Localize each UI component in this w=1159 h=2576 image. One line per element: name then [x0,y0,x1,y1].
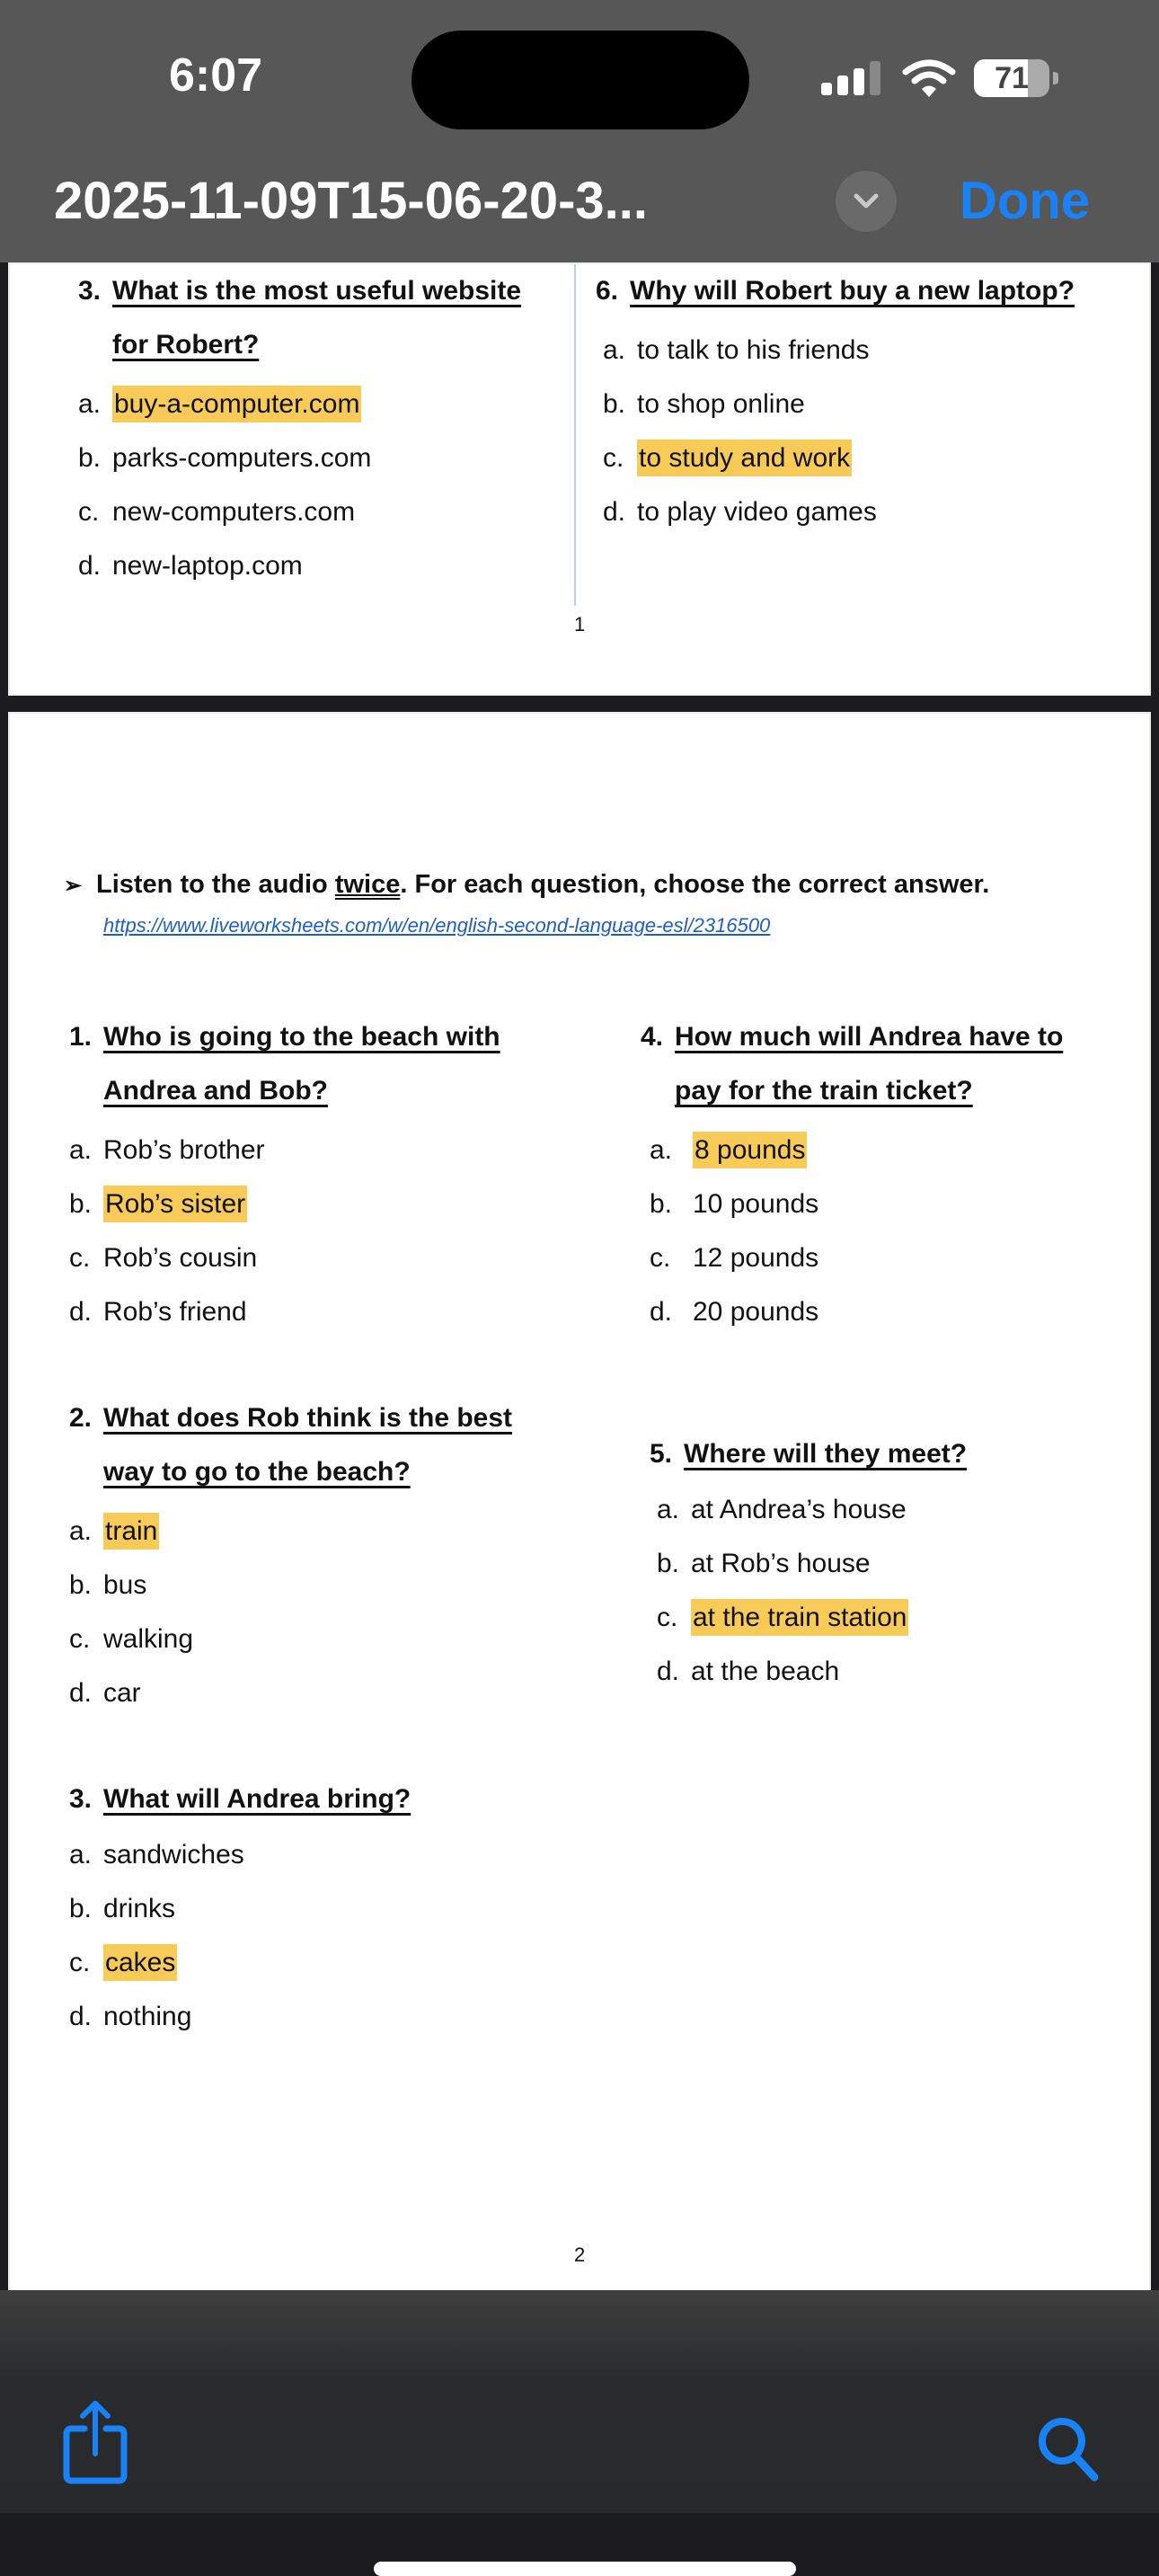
option-letter: a. [69,1135,93,1165]
option-letter: c. [603,443,624,473]
option-text: Rob’s brother [103,1135,265,1165]
option-a [69,1124,265,1177]
bottom-toolbar [0,2290,1159,2513]
option-text: parks-computers.com [112,443,372,473]
option-text-highlighted: Rob’s sister [103,1186,247,1222]
question-3 [69,1772,572,1826]
question-3-page1 [78,264,563,372]
option-letter: c. [69,1948,91,1977]
instructions [64,866,1106,904]
option-text: car [103,1678,141,1708]
question-4 [641,1010,1135,1118]
column-divider [574,264,576,606]
option-d [650,1285,818,1339]
option-letter: c. [657,1603,678,1632]
dynamic-island [411,31,749,129]
battery-percent: 71 [995,61,1029,95]
option-letter: d. [69,1297,93,1327]
option-text: new-computers.com [112,497,356,527]
option-text: new-laptop.com [112,551,303,581]
share-icon[interactable] [59,2398,131,2488]
option-letter: d. [657,1657,680,1686]
option-b [603,378,805,431]
option-a [657,1483,907,1537]
option-d [603,485,877,539]
option-b [69,1559,146,1612]
question-text: Why will Robert buy a new laptop? [630,276,1075,306]
option-letter: d. [650,1297,673,1327]
option-letter: b. [69,1570,93,1600]
option-text: to shop online [637,389,805,419]
question-number: 4. [641,1022,664,1052]
option-b [650,1177,818,1231]
question-6-page1 [596,264,1135,318]
option-text: at the beach [691,1657,840,1686]
option-d [657,1645,839,1699]
option-text: nothing [103,2002,192,2031]
option-text: drinks [103,1894,176,1923]
option-a [650,1124,807,1177]
option-text: Rob’s friend [103,1297,247,1327]
option-letter: b. [657,1549,680,1578]
option-text-highlighted: cakes [103,1944,177,1981]
question-text-line2: pay for the train ticket? [675,1076,973,1106]
option-b [69,1882,175,1936]
battery-tip [1053,72,1058,84]
option-letter: a. [78,389,102,419]
battery-icon [974,59,1049,97]
option-text: to talk to his friends [637,335,870,365]
done-button[interactable]: Done [960,172,1090,230]
option-letter: a. [69,1840,93,1870]
option-text-highlighted: buy-a-computer.com [112,386,361,422]
document-page-2 [8,712,1151,2292]
question-number: 3. [78,276,102,306]
option-text: sandwiches [103,1840,244,1870]
option-text-highlighted: to study and work [637,440,852,476]
option-letter: c. [650,1243,671,1273]
option-text-highlighted: train [103,1513,159,1550]
option-letter: a. [657,1495,680,1524]
option-letter: b. [78,443,102,473]
question-text-line2: Andrea and Bob? [103,1076,329,1106]
option-letter: d. [69,2002,93,2031]
question-2 [69,1391,572,1499]
question-number: 2. [69,1403,93,1433]
option-letter: a. [650,1135,673,1165]
option-letter: a. [603,335,626,365]
option-text: to play video games [637,497,877,527]
option-letter: b. [603,389,626,419]
question-text: What does Rob think is the best [103,1403,513,1433]
question-5 [650,1427,1135,1481]
option-letter: d. [69,1678,93,1708]
option-text: 10 pounds [693,1189,819,1219]
question-text-line2: way to go to the beach? [103,1457,411,1487]
option-c [650,1231,818,1285]
cellular-signal-icon [821,61,884,97]
option-text: at Andrea’s house [691,1495,907,1524]
option-text: bus [103,1570,147,1600]
worksheet-link[interactable]: https://www.liveworksheets.com/w/en/english-second-language-esl/2316500 [103,914,771,937]
option-a [69,1828,244,1882]
question-text: Where will they meet? [684,1439,968,1469]
option-c [657,1591,908,1645]
option-a [603,324,869,378]
option-letter: c. [69,1243,91,1273]
option-letter: b. [69,1189,93,1219]
instruction-text-end: . For each question, choose the correct answer. [400,870,990,899]
option-letter: d. [78,551,102,581]
option-c [78,485,355,539]
option-c [603,431,852,485]
option-a [78,378,361,431]
option-c [69,1936,177,1990]
option-text-highlighted: at the train station [691,1599,908,1636]
option-d [69,1666,141,1720]
chevron-down-icon [853,192,880,210]
option-text: Rob’s cousin [103,1243,258,1273]
question-number: 6. [596,276,619,306]
option-letter: b. [650,1189,673,1219]
arrow-bullet-icon: ➢ [64,874,83,898]
option-a [69,1505,159,1559]
option-letter: b. [69,1894,93,1923]
option-b [78,431,371,485]
navigation-bar [0,0,1159,262]
option-b [69,1177,247,1231]
question-number: 5. [650,1439,673,1469]
page-number: 1 [574,613,586,635]
question-text: How much will Andrea have to [675,1022,1064,1052]
document-title[interactable]: 2025-11-09T15-06-20-3... [54,172,648,230]
option-letter: c. [78,497,100,527]
question-text: Who is going to the beach with [103,1022,500,1052]
title-menu-button[interactable] [836,171,897,232]
instruction-emphasis: twice [334,870,401,899]
question-text-line2: for Robert? [112,330,260,360]
option-letter: a. [69,1516,93,1546]
question-1 [69,1010,572,1118]
option-letter: c. [69,1624,91,1654]
option-text: at Rob’s house [691,1549,871,1578]
option-d [78,539,303,593]
option-d [69,1285,247,1339]
option-text: walking [103,1624,194,1654]
question-text: What will Andrea bring? [103,1784,411,1814]
option-text: 12 pounds [693,1243,819,1273]
option-c [69,1231,257,1285]
document-page-1 [8,262,1151,696]
question-number: 3. [69,1784,93,1814]
question-text: What is the most useful website [112,276,522,306]
option-letter: d. [603,497,626,527]
option-c [69,1612,193,1666]
instruction-text: Listen to the audio [96,870,335,899]
option-text: 20 pounds [693,1297,819,1327]
option-b [657,1537,871,1591]
question-number: 1. [69,1022,93,1052]
status-time: 6:07 [168,49,263,102]
search-icon[interactable] [1035,2414,1103,2483]
option-text-highlighted: 8 pounds [693,1132,807,1168]
wifi-icon [902,59,956,99]
home-indicator[interactable] [374,2562,796,2576]
page-number: 2 [574,2243,586,2266]
option-d [69,1990,191,2044]
